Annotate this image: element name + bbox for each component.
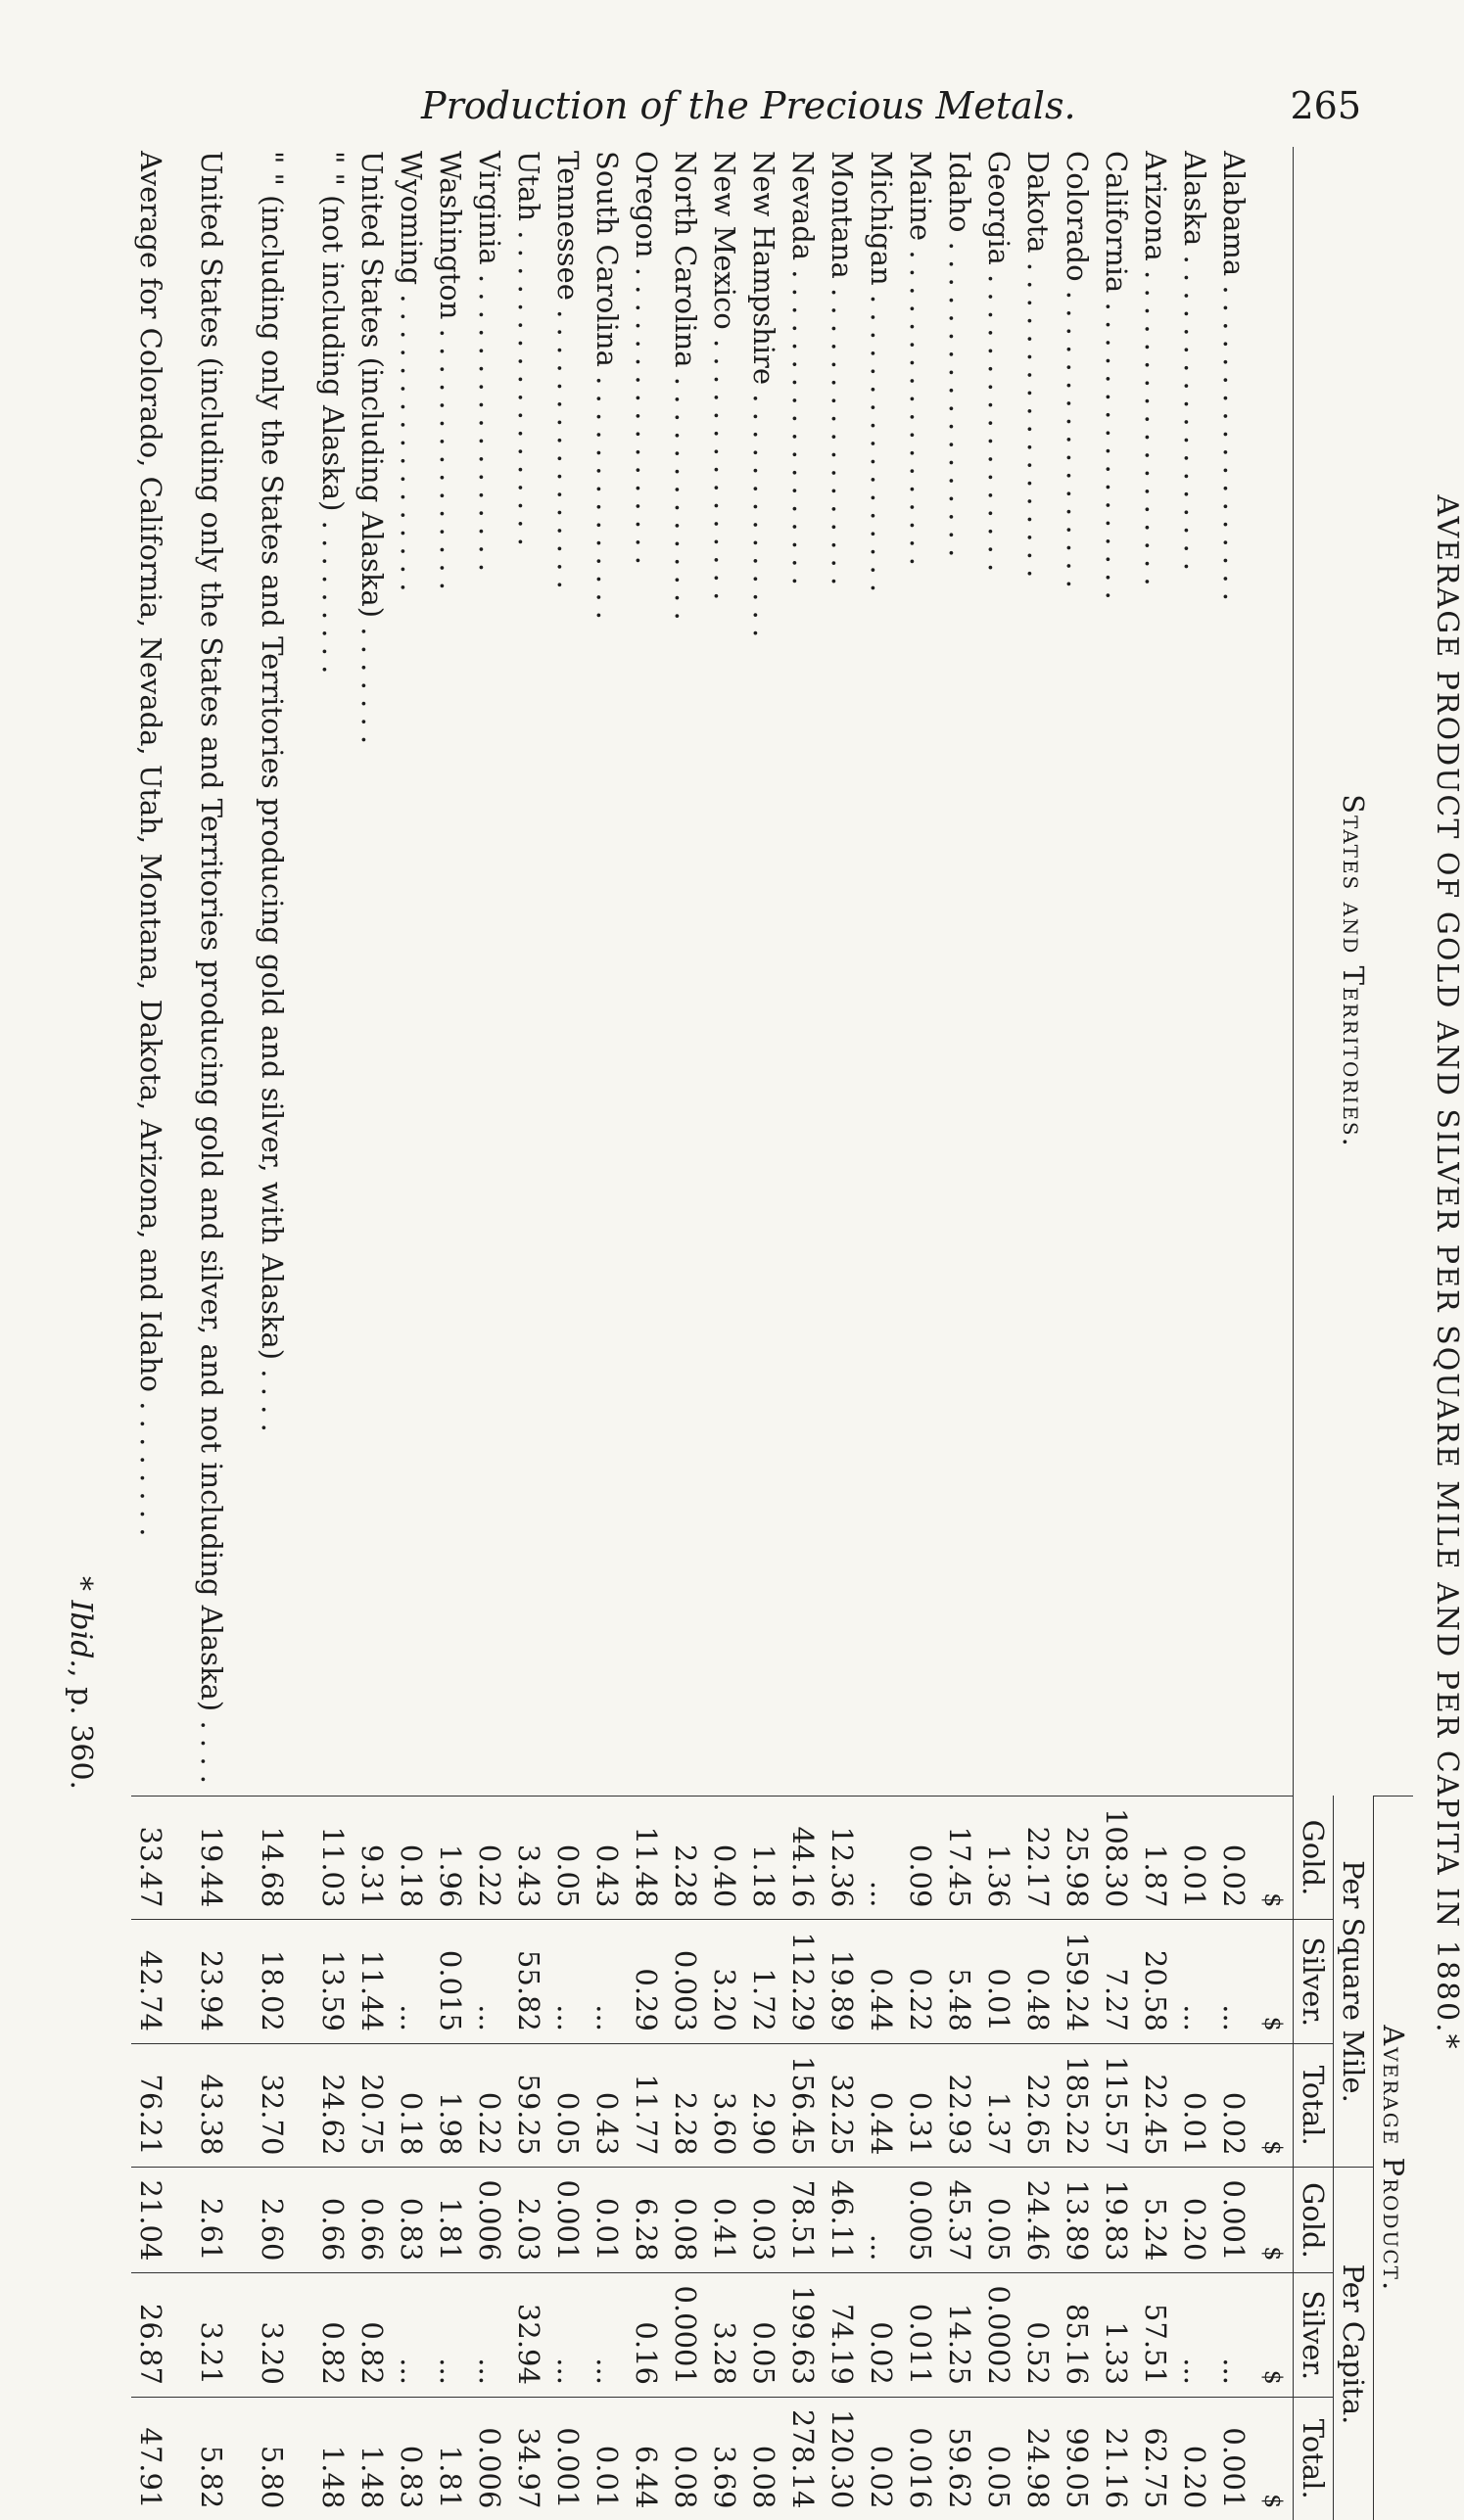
pc-gold-value: 0.03 [744, 2168, 783, 2273]
sm-silver-value: 3.20 [705, 1920, 744, 2043]
currency-row [1253, 147, 1294, 2520]
sm-total-value: 22.45 [1136, 2043, 1175, 2167]
sm-silver-value: ... [1175, 1920, 1214, 2043]
sm-total-value: 32.70 [253, 2043, 313, 2167]
table-row [862, 147, 901, 2520]
pc-silver-value: 3.28 [705, 2273, 744, 2397]
state-name: Washington . . . . . . . . . . . . . . . [434, 151, 467, 590]
table-row [392, 147, 431, 2520]
footnote-page: , p. 360. [64, 1667, 98, 1791]
currency-symbol: $ [1253, 2168, 1294, 2273]
sm-total-value: 24.62 [313, 2043, 353, 2167]
pc-silver-value: 199.63 [783, 2273, 823, 2397]
pc-silver-value: 85.16 [1058, 2273, 1097, 2397]
sm-gold-value: 25.98 [1058, 1796, 1097, 1919]
table-row [627, 147, 666, 2520]
pc-gold-header: Gold. [1294, 2168, 1334, 2273]
sm-total-header: Total. [1294, 2043, 1334, 2167]
pc-silver-value: 0.0002 [979, 2273, 1018, 2397]
sm-total-value: 59.25 [509, 2043, 548, 2167]
sm-total-value: 0.44 [862, 2043, 901, 2167]
state-name: North Carolina . . . . . . . . . . . . . . [669, 151, 702, 621]
currency-symbol: $ [1253, 1920, 1294, 2043]
pc-total-value: 62.75 [1136, 2397, 1175, 2520]
sm-gold-value: 1.18 [744, 1796, 783, 1919]
state-name: Virginia . . . . . . . . . . . . . . . . . [473, 151, 506, 573]
sm-total-value: 76.21 [131, 2043, 192, 2167]
sm-gold-value: 44.16 [783, 1796, 823, 1919]
state-name: Nevada . . . . . . . . . . . . . . . . . . [786, 151, 820, 585]
pc-total-value: 0.001 [1214, 2397, 1253, 2520]
table-row [1214, 147, 1253, 2520]
pc-gold-value: 45.37 [940, 2168, 979, 2273]
state-name: Alabama . . . . . . . . . . . . . . . . . . [1217, 151, 1251, 602]
table-row [253, 147, 313, 2520]
pc-total-value: 3.69 [705, 2397, 744, 2520]
sm-gold-value: 1.96 [431, 1796, 470, 1919]
table-row [1136, 147, 1175, 2520]
pc-total-value: 0.20 [1175, 2397, 1214, 2520]
sm-gold-value: 1.36 [979, 1796, 1018, 1919]
table-row [1058, 147, 1097, 2520]
sm-total-value: 22.93 [940, 2043, 979, 2167]
sm-total-value: 32.25 [823, 2043, 862, 2167]
sm-gold-value: 12.36 [823, 1796, 862, 1919]
state-name: " " (not including Alaska) . . . . . . . . . [316, 151, 350, 675]
pc-silver-value: 26.87 [131, 2273, 192, 2397]
table-row [588, 147, 627, 2520]
pc-silver-value: ... [1214, 2273, 1253, 2397]
state-name: United States (including only the States and Territories producing gold and silver, and not including Alaska) . . . . [195, 151, 228, 1784]
sm-silver-value: 112.29 [783, 1920, 823, 2043]
pc-gold-value: 13.89 [1058, 2168, 1097, 2273]
sm-silver-value: 0.01 [979, 1920, 1018, 2043]
pc-silver-value: 0.011 [901, 2273, 940, 2397]
pc-gold-value: 0.08 [666, 2168, 705, 2273]
pc-total-value: 0.01 [588, 2397, 627, 2520]
state-name: Dakota . . . . . . . . . . . . . . . . . . [1021, 151, 1055, 579]
sm-silver-value: 0.003 [666, 1920, 705, 2043]
sm-total-value: 0.05 [548, 2043, 588, 2167]
state-name: Tennessee . . . . . . . . . . . . . . . . [551, 151, 585, 589]
currency-blank [1253, 147, 1294, 1796]
sm-total-value: 2.28 [666, 2043, 705, 2167]
sm-gold-value: 3.43 [509, 1796, 548, 1919]
pc-total-value: 24.98 [1018, 2397, 1058, 2520]
currency-symbol: $ [1253, 2043, 1294, 2167]
sm-total-value: 11.77 [627, 2043, 666, 2167]
per-capita-header: Per Capita. [1334, 2168, 1374, 2520]
currency-symbol: $ [1253, 1796, 1294, 1919]
table-row [901, 147, 940, 2520]
sm-silver-value: 18.02 [253, 1920, 313, 2043]
pc-silver-value: 0.16 [627, 2273, 666, 2397]
state-name: Michigan . . . . . . . . . . . . . . . . . [865, 151, 898, 593]
sm-total-value: 3.60 [705, 2043, 744, 2167]
table-row [1097, 147, 1136, 2520]
pc-total-value: 99.05 [1058, 2397, 1097, 2520]
sm-silver-value: 13.59 [313, 1920, 353, 2043]
state-name: Average for Colorado, California, Nevada, Utah, Montana, Dakota, Arizona, and Idaho . . . . . . . . [134, 151, 167, 1537]
sm-silver-value: 11.44 [353, 1920, 392, 2043]
table-row [1018, 147, 1058, 2520]
pc-gold-value: 0.001 [548, 2168, 588, 2273]
sm-silver-value: ... [470, 1920, 509, 2043]
pc-silver-value: 0.02 [862, 2273, 901, 2397]
pc-silver-value: ... [392, 2273, 431, 2397]
pc-gold-value: 0.83 [392, 2168, 431, 2273]
pc-silver-value: ... [470, 2273, 509, 2397]
running-title: Production of the Precious Metals. [421, 84, 1076, 127]
running-header [421, 84, 1361, 127]
pc-gold-value: 1.81 [431, 2168, 470, 2273]
average-product-header: Average Product. [1374, 1796, 1414, 2520]
pc-silver-value: 0.52 [1018, 2273, 1058, 2397]
sm-silver-value: ... [548, 1920, 588, 2043]
sm-silver-value: 0.29 [627, 1920, 666, 2043]
pc-total-header: Total. [1294, 2397, 1334, 2520]
pc-silver-value: ... [431, 2273, 470, 2397]
pc-gold-value: 5.24 [1136, 2168, 1175, 2273]
sm-gold-value: 0.40 [705, 1796, 744, 1919]
sm-silver-value: 0.48 [1018, 1920, 1058, 2043]
pc-total-value: 5.80 [253, 2397, 313, 2520]
pc-total-value: 120.30 [823, 2397, 862, 2520]
sm-silver-value: ... [588, 1920, 627, 2043]
sm-gold-value: 2.28 [666, 1796, 705, 1919]
sm-total-value: 0.31 [901, 2043, 940, 2167]
pc-total-value: 5.82 [192, 2397, 253, 2520]
state-name: South Carolina . . . . . . . . . . . . . . [590, 151, 624, 620]
table-row [431, 147, 470, 2520]
sm-silver-value: 42.74 [131, 1920, 192, 2043]
pc-total-value: 0.006 [470, 2397, 509, 2520]
sm-silver-value: 1.72 [744, 1920, 783, 2043]
pc-total-value: 1.81 [431, 2397, 470, 2520]
states-header: States and Territories. [1294, 147, 1414, 1796]
sm-total-value: 0.18 [392, 2043, 431, 2167]
pc-gold-value: 2.60 [253, 2168, 313, 2273]
pc-total-value: 34.97 [509, 2397, 548, 2520]
pc-gold-value: 0.20 [1175, 2168, 1214, 2273]
state-name: New Hampshire . . . . . . . . . . . . . . [747, 151, 780, 638]
table-row [979, 147, 1018, 2520]
pc-total-value: 0.001 [548, 2397, 588, 2520]
pc-total-value: 0.08 [666, 2397, 705, 2520]
sm-gold-value: 0.02 [1214, 1796, 1253, 1919]
sm-silver-value: 55.82 [509, 1920, 548, 2043]
table-row [940, 147, 979, 2520]
pc-silver-value: 3.21 [192, 2273, 253, 2397]
pc-gold-value: 2.61 [192, 2168, 253, 2273]
sm-silver-value: 0.22 [901, 1920, 940, 2043]
pc-gold-value: 0.01 [588, 2168, 627, 2273]
currency-symbol: $ [1253, 2397, 1294, 2520]
table-row [131, 147, 192, 2520]
pc-total-value: 0.05 [979, 2397, 1018, 2520]
table-row [509, 147, 548, 2520]
pc-silver-value: 1.33 [1097, 2273, 1136, 2397]
sm-gold-value: 22.17 [1018, 1796, 1058, 1919]
sm-silver-value: 159.24 [1058, 1920, 1097, 2043]
sm-total-value: 2.90 [744, 2043, 783, 2167]
footnote-mark: * [64, 1576, 98, 1601]
sm-gold-value: 9.31 [353, 1796, 392, 1919]
state-name: Maine . . . . . . . . . . . . . . . . . . [904, 151, 937, 566]
footnote [64, 1576, 98, 1790]
currency-symbol: $ [1253, 2273, 1294, 2397]
sm-gold-value: 17.45 [940, 1796, 979, 1919]
state-name: Oregon . . . . . . . . . . . . . . . . . [630, 151, 663, 565]
table-row [1175, 147, 1214, 2520]
table-row [744, 147, 783, 2520]
sm-silver-value: ... [392, 1920, 431, 2043]
table-row [192, 147, 253, 2520]
pc-silver-header: Silver. [1294, 2273, 1334, 2397]
state-name: United States (including Alaska) . . . . . . . [355, 151, 389, 745]
pc-gold-value: 0.006 [470, 2168, 509, 2273]
pc-total-value: 278.14 [783, 2397, 823, 2520]
sm-total-value: 1.98 [431, 2043, 470, 2167]
pc-gold-value: 24.46 [1018, 2168, 1058, 2273]
sm-total-value: 1.37 [979, 2043, 1018, 2167]
sm-gold-value: 11.03 [313, 1796, 353, 1919]
sm-silver-value: 5.48 [940, 1920, 979, 2043]
sm-gold-value: 33.47 [131, 1796, 192, 1919]
pc-silver-value: ... [1175, 2273, 1214, 2397]
state-name: Montana . . . . . . . . . . . . . . . . . [826, 151, 859, 586]
per-square-mile-header: Per Square Mile. [1334, 1796, 1374, 2167]
page-number: 265 [1290, 84, 1361, 127]
production-table [131, 147, 1413, 2520]
footnote-source: Ibid. [64, 1600, 98, 1668]
sm-gold-value: 0.22 [470, 1796, 509, 1919]
table-title: AVERAGE PRODUCT OF GOLD AND SILVER PER SQUARE MILE AND PER CAPITA IN 1880.* [1430, 494, 1464, 2051]
pc-silver-value: 32.94 [509, 2273, 548, 2397]
pc-total-value: 0.83 [392, 2397, 431, 2520]
pc-silver-value: ... [548, 2273, 588, 2397]
pc-silver-value: ... [588, 2273, 627, 2397]
sm-silver-value: 7.27 [1097, 1920, 1136, 2043]
sm-total-value: 0.22 [470, 2043, 509, 2167]
pc-total-value: 1.48 [353, 2397, 392, 2520]
pc-total-value: 1.48 [313, 2397, 353, 2520]
sm-total-value: 20.75 [353, 2043, 392, 2167]
pc-gold-value: 0.66 [353, 2168, 392, 2273]
sm-gold-value: 108.30 [1097, 1796, 1136, 1919]
sm-silver-value: 23.94 [192, 1920, 253, 2043]
sm-gold-header: Gold. [1294, 1796, 1334, 1919]
pc-gold-value: 0.001 [1214, 2168, 1253, 2273]
state-name: Alaska . . . . . . . . . . . . . . . . . . [1178, 151, 1211, 572]
sm-silver-value: 19.89 [823, 1920, 862, 2043]
pc-silver-value: 0.82 [313, 2273, 353, 2397]
sm-total-value: 0.43 [588, 2043, 627, 2167]
sm-total-value: 185.22 [1058, 2043, 1097, 2167]
table-row [470, 147, 509, 2520]
sm-gold-value: 19.44 [192, 1796, 253, 1919]
state-name: California . . . . . . . . . . . . . . . . . [1100, 151, 1133, 600]
pc-total-value: 6.44 [627, 2397, 666, 2520]
sm-gold-value: 11.48 [627, 1796, 666, 1919]
state-name: Wyoming . . . . . . . . . . . . . . . . . [395, 151, 428, 592]
rotated-table-block [54, 147, 1464, 2509]
table-row [313, 147, 353, 2520]
sm-gold-value: 1.87 [1136, 1796, 1175, 1919]
pc-silver-value: 3.20 [253, 2273, 313, 2397]
table-row [783, 147, 823, 2520]
state-name: Idaho . . . . . . . . . . . . . . . . . . [943, 151, 976, 558]
pc-gold-value: 6.28 [627, 2168, 666, 2273]
table-row [705, 147, 744, 2520]
sm-gold-value: 0.05 [548, 1796, 588, 1919]
pc-gold-value: 78.51 [783, 2168, 823, 2273]
sm-total-value: 0.02 [1214, 2043, 1253, 2167]
pc-gold-value: 0.41 [705, 2168, 744, 2273]
pc-gold-value: 21.04 [131, 2168, 192, 2273]
pc-gold-value: 2.03 [509, 2168, 548, 2273]
table-body [131, 147, 1294, 2520]
sm-silver-value: 0.015 [431, 1920, 470, 2043]
pc-gold-value: 46.11 [823, 2168, 862, 2273]
pc-total-value: 0.08 [744, 2397, 783, 2520]
state-name: New Mexico . . . . . . . . . . . . . . . [708, 151, 741, 601]
pc-silver-value: 0.0001 [666, 2273, 705, 2397]
pc-gold-value: 0.66 [313, 2168, 353, 2273]
sm-gold-value: 0.01 [1175, 1796, 1214, 1919]
pc-total-value: 0.016 [901, 2397, 940, 2520]
sm-gold-value: 0.18 [392, 1796, 431, 1919]
sm-total-value: 0.01 [1175, 2043, 1214, 2167]
table-row [823, 147, 862, 2520]
table-row [548, 147, 588, 2520]
pc-silver-value: 14.25 [940, 2273, 979, 2397]
state-name: Colorado . . . . . . . . . . . . . . . . . [1061, 151, 1094, 588]
state-name: " " (including only the States and Territories producing gold and silver, with Alaska) . . . . [256, 151, 289, 1432]
sm-total-value: 43.38 [192, 2043, 253, 2167]
pc-total-value: 59.62 [940, 2397, 979, 2520]
state-name: Utah . . . . . . . . . . . . . . . . . . [512, 151, 545, 546]
state-name: Arizona . . . . . . . . . . . . . . . . . . [1139, 151, 1172, 586]
sm-gold-value: ... [862, 1796, 901, 1919]
pc-total-value: 21.16 [1097, 2397, 1136, 2520]
sm-total-value: 22.65 [1018, 2043, 1058, 2167]
sm-total-value: 156.45 [783, 2043, 823, 2167]
sm-silver-value: 0.44 [862, 1920, 901, 2043]
pc-silver-value: 57.51 [1136, 2273, 1175, 2397]
sm-gold-value: 0.09 [901, 1796, 940, 1919]
sm-gold-value: 14.68 [253, 1796, 313, 1919]
pc-gold-value: 0.005 [901, 2168, 940, 2273]
pc-gold-value: 19.83 [1097, 2168, 1136, 2273]
sm-silver-value: ... [1214, 1920, 1253, 2043]
pc-silver-value: 74.19 [823, 2273, 862, 2397]
sm-total-value: 115.57 [1097, 2043, 1136, 2167]
table-row [353, 147, 392, 2520]
pc-silver-value: 0.82 [353, 2273, 392, 2397]
pc-silver-value: 0.05 [744, 2273, 783, 2397]
sm-silver-header: Silver. [1294, 1920, 1334, 2043]
pc-total-value: 0.02 [862, 2397, 901, 2520]
sm-gold-value: 0.43 [588, 1796, 627, 1919]
pc-total-value: 47.91 [131, 2397, 192, 2520]
table-row [666, 147, 705, 2520]
pc-gold-value: 0.05 [979, 2168, 1018, 2273]
state-name: Georgia . . . . . . . . . . . . . . . . . [982, 151, 1015, 573]
pc-gold-value: ... [862, 2168, 901, 2273]
sm-silver-value: 20.58 [1136, 1920, 1175, 2043]
